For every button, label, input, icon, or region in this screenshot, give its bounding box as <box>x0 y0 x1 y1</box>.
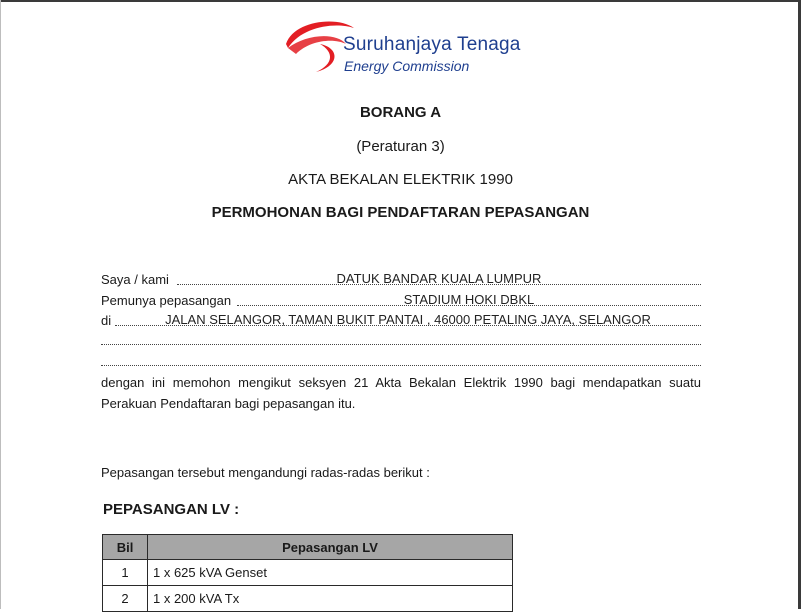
energy-commission-logo <box>276 14 556 78</box>
logo-name: Suruhanjaya Tenaga <box>343 34 521 55</box>
dotted-line <box>101 365 701 366</box>
dotted-line <box>101 344 701 345</box>
applicant-name-label: Saya / kami <box>101 272 169 287</box>
applicant-name-row <box>101 272 701 290</box>
lv-section-title: PEPASANGAN LV : <box>103 501 240 518</box>
table-header-row <box>103 535 513 560</box>
application-title: PERMOHONAN BAGI PENDAFTARAN PEPASANGAN <box>211 204 590 221</box>
row-item: 1 x 625 kVA Genset <box>148 560 513 586</box>
blank-row <box>101 353 701 371</box>
page-frame-top <box>0 0 801 2</box>
owner-value: STADIUM HOKI DBKL <box>403 292 535 307</box>
act-title: AKTA BEKALAN ELEKTRIK 1990 <box>288 171 513 188</box>
column-header-pepasangan-lv: Pepasangan LV <box>148 535 513 560</box>
row-number: 1 <box>103 560 148 586</box>
owner-label: Pemunya pepasangan <box>101 293 232 308</box>
applicant-name-value: DATUK BANDAR KUALA LUMPUR <box>336 271 542 286</box>
row-item: 1 x 200 kVA Tx <box>148 586 513 612</box>
owner-row <box>101 293 701 311</box>
page-frame-left <box>0 0 1 609</box>
application-statement: dengan ini memohon mengikut seksyen 21 Akta Bekalan Elektrik 1990 bagi mendapatkan suatu Perakuan Pendaftaran bagi pepasangan itu. <box>101 375 701 411</box>
address-row <box>101 313 701 331</box>
form-title: BORANG A <box>359 104 442 121</box>
row-number: 2 <box>103 586 148 612</box>
lv-equipment-table <box>102 534 513 612</box>
table-row <box>103 586 513 612</box>
logo-subtitle: Energy Commission <box>344 58 470 74</box>
address-label: di <box>101 313 112 328</box>
column-header-bil: Bil <box>103 535 148 560</box>
address-value: JALAN SELANGOR, TAMAN BUKIT PANTAI , 46000 PETALING JAYA, SELANGOR <box>165 312 651 327</box>
table-row <box>103 560 513 586</box>
regulation-label: (Peraturan 3) <box>356 138 445 155</box>
equipment-intro: Pepasangan tersebut mengandungi radas-radas berikut : <box>101 465 430 480</box>
blank-row <box>101 332 701 350</box>
